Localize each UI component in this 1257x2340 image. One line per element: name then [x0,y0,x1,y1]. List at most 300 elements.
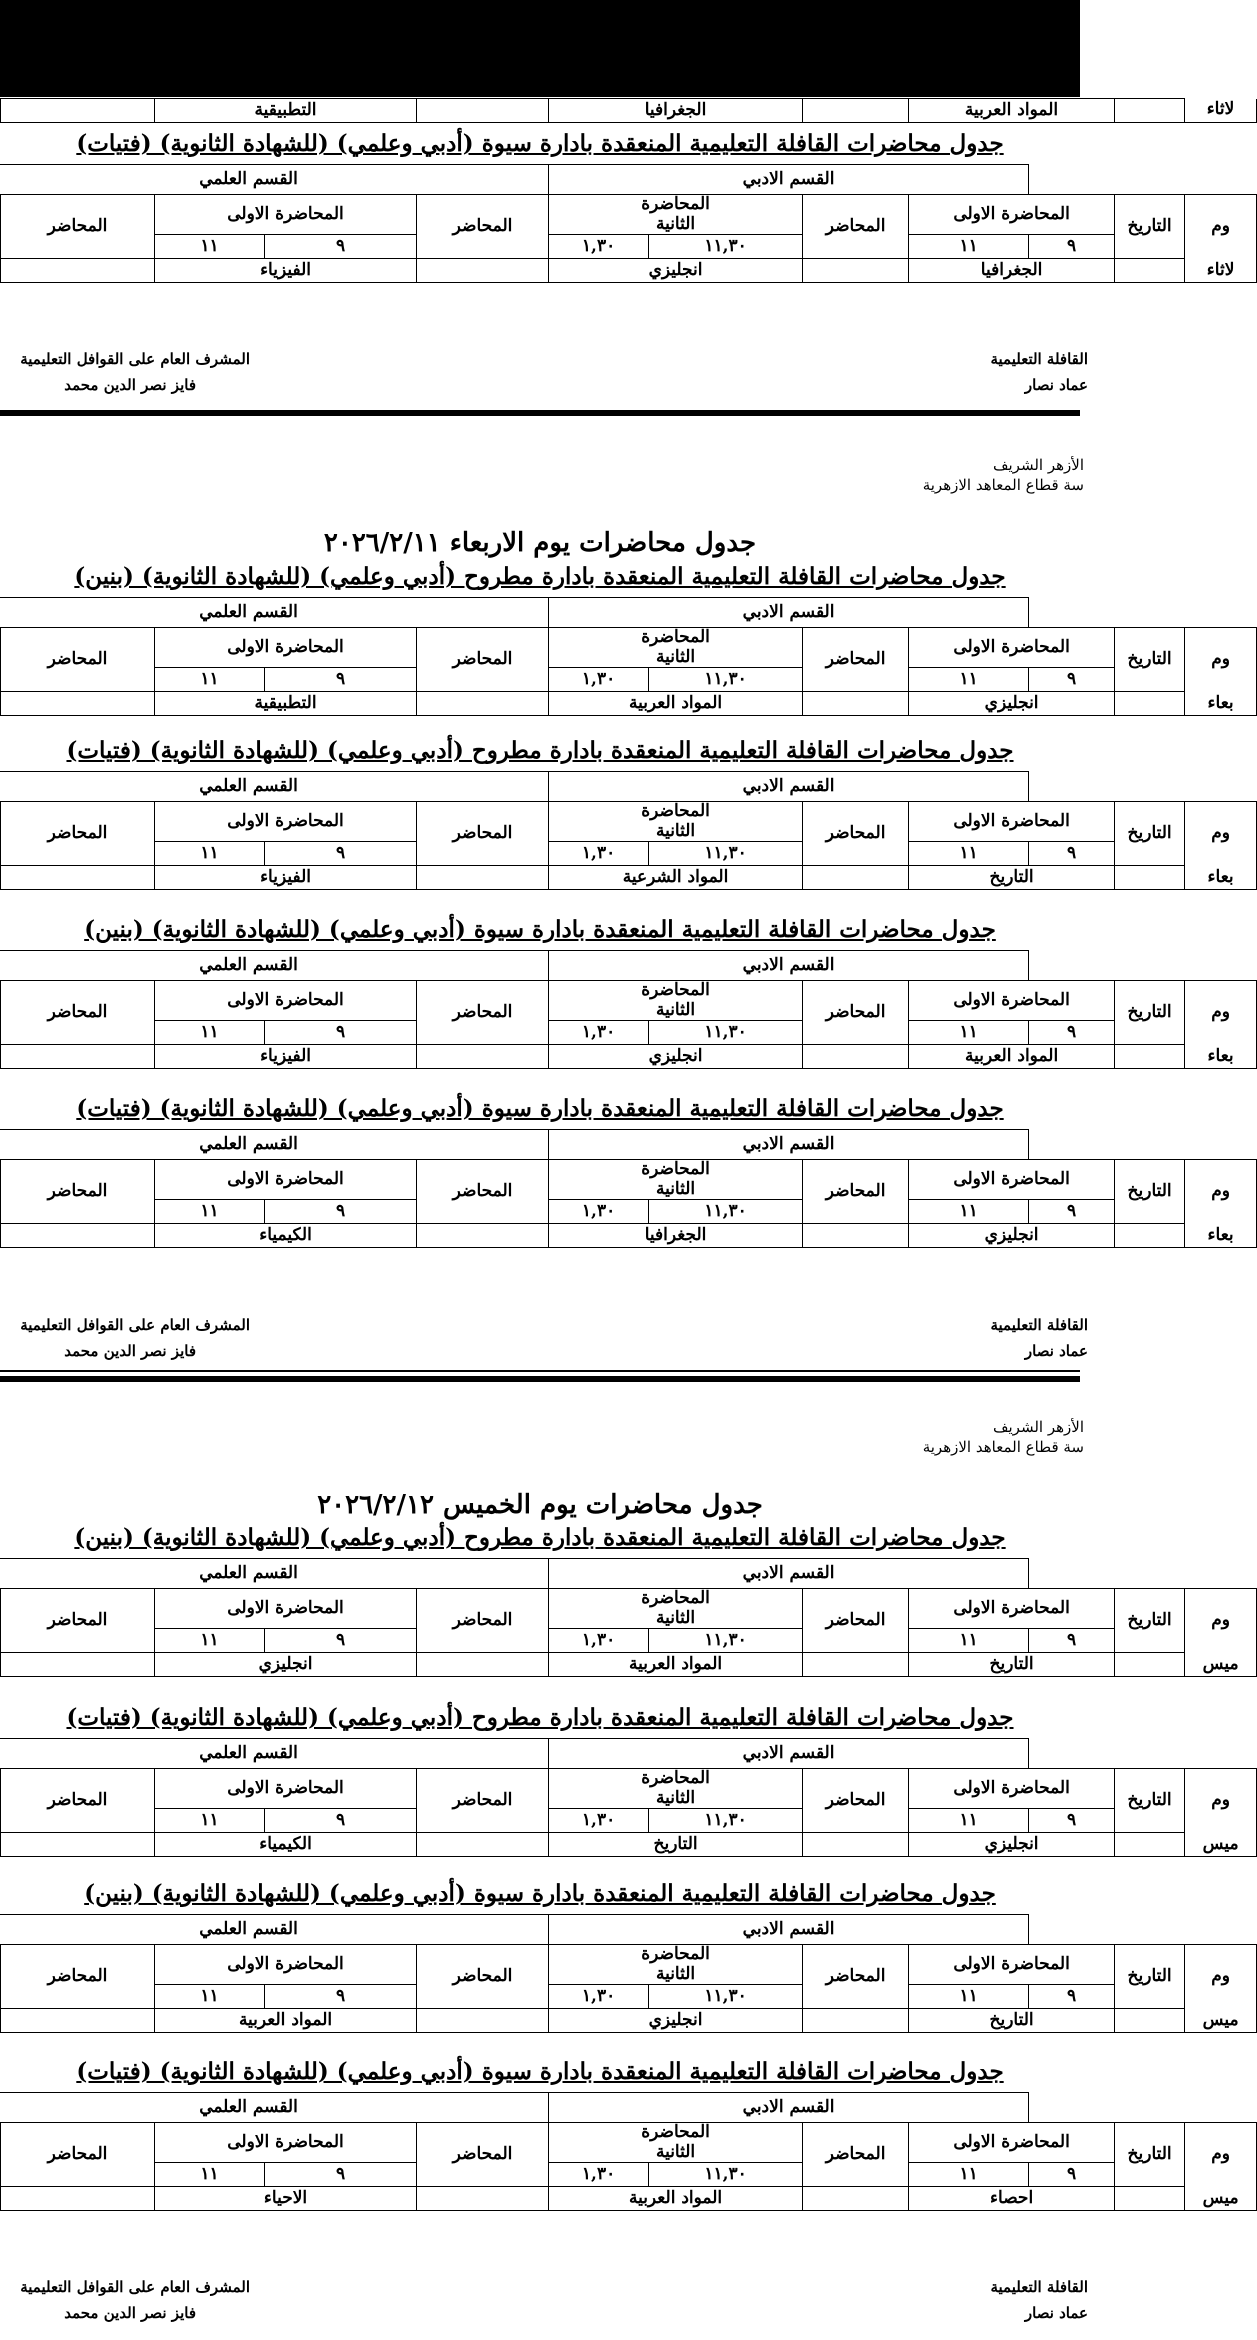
day-title: جدول محاضرات يوم الخميس ٢٠٢٦/٢/١٢ [317,1490,763,1520]
time-cell: ١١ [155,1985,265,2009]
subject-cell: الجغرافيا [549,1224,803,1248]
time-cell: ١١ [155,1809,265,1833]
time-cell: ٩ [1029,668,1115,692]
time-cell: ١١,٣٠ [649,842,803,866]
lecturer-cell [417,2009,549,2033]
lecture-2-line-a: المحاضرة [641,801,710,821]
lecture-1-header: المحاضرة الاولى [155,628,417,668]
time-cell [0,1629,1,1653]
table-cell [1029,2093,1257,2123]
lecturer-header: المحاضر [417,1945,549,2009]
lecture-2-header [0,195,1,235]
day-cell: ميس [1185,2009,1257,2033]
schedule-table [0,771,1257,890]
date-header: التاريخ [1115,981,1185,1045]
subject-cell: الكيمياء [155,1833,417,1857]
time-cell: ١١ [909,1021,1029,1045]
subject-cell: التطبيقية [155,692,417,716]
subject-cell: انجليزي [549,259,803,283]
lecture-2-header [549,981,803,1021]
table-title: جدول محاضرات القافلة التعليمية المنعقدة بادارة مطروح (أدبي وعلمي) (للشهادة الثانوية) (فتيات) [66,1704,1014,1731]
lecture-2-header [549,628,803,668]
literary-section-header: القسم الادبي [549,772,1029,802]
table-cell [1029,1130,1257,1160]
time-cell: ٩ [265,668,417,692]
lecture-1-header: المحاضرة الاولى [909,802,1115,842]
time-cell: ١١ [155,1200,265,1224]
day-cell: بعاء [1185,692,1257,716]
lecture-1-header: المحاضرة الاولى [909,2123,1115,2163]
table-title: جدول محاضرات القافلة التعليمية المنعقدة بادارة مطروح (أدبي وعلمي) (للشهادة الثانوية) (فتيات) [66,737,1014,764]
lecture-2-header [0,981,1,1021]
lecture-2-header [0,628,1,668]
time-cell: ٩ [265,1021,417,1045]
subject-cell [0,1045,1,1069]
day-cell: لاثاء [1185,99,1257,123]
lecture-1-header: المحاضرة الاولى [155,802,417,842]
page-separator [0,1376,1080,1382]
time-cell: ٩ [1029,1985,1115,2009]
time-cell: ١١,٣٠ [649,2163,803,2187]
lecturer-cell [1,692,155,716]
table-title: جدول محاضرات القافلة التعليمية المنعقدة بادارة سيوة (أدبي وعلمي) (للشهادة الثانوية) (بنين) [84,916,996,943]
lecturer-header: المحاضر [417,195,549,259]
time-cell: ١١,٣٠ [649,1200,803,1224]
caravan-name: عماد نصار [1024,376,1088,394]
literary-section-header: القسم الادبي [549,2093,1029,2123]
scientific-section-header: القسم العلمي [0,951,549,981]
literary-section-header: القسم الادبي [549,1739,1029,1769]
lecture-2-header [0,1160,1,1200]
subject-cell: المواد العربية [549,1653,803,1677]
subject-cell: المواد الشرعية [549,866,803,890]
institution-line-2: سة قطاع المعاهد الازهرية [922,1438,1084,1456]
lecturer-cell [803,2187,909,2211]
table-cell [1029,1739,1257,1769]
lecturer-header: المحاضر [803,628,909,692]
date-header: التاريخ [1115,195,1185,259]
time-cell: ٩ [1029,235,1115,259]
date-cell [1115,1224,1185,1248]
time-cell: ١١ [909,1629,1029,1653]
schedule-table [0,1129,1257,1248]
subject-cell: انجليزي [549,2009,803,2033]
lecturer-header: المحاضر [803,1589,909,1653]
subject-cell: الجغرافيا [909,259,1115,283]
day-cell: لاثاء [1185,259,1257,283]
subject-cell: المواد العربية [549,692,803,716]
day-cell: بعاء [1185,1045,1257,1069]
lecturer-cell [803,1045,909,1069]
day-header: وم [1185,981,1257,1045]
lecture-2-line-a: المحاضرة [641,194,710,214]
table-cell [1029,165,1257,195]
scientific-section-header: القسم العلمي [0,598,549,628]
literary-section-header: القسم الادبي [549,1559,1029,1589]
date-cell [1115,2009,1185,2033]
lecture-2-header [549,1160,803,1200]
date-header: التاريخ [1115,802,1185,866]
time-cell [0,1985,1,2009]
supervisor-title: المشرف العام على القوافل التعليمية [20,350,250,368]
scientific-section-header: القسم العلمي [0,2093,549,2123]
lecturer-header: المحاضر [1,1160,155,1224]
lecturer-header: المحاضر [417,981,549,1045]
lecturer-header: المحاضر [417,1769,549,1833]
lecture-2-header [0,1769,1,1809]
literary-section-header: القسم الادبي [549,1130,1029,1160]
scientific-section-header: القسم العلمي [0,1559,549,1589]
date-cell [1115,866,1185,890]
date-header: التاريخ [1115,1589,1185,1653]
lecture-2-line-a: المحاضرة [641,1944,710,1964]
subject-cell: التاريخ [909,866,1115,890]
schedule-table [0,2092,1257,2211]
time-cell: ١١,٣٠ [649,1985,803,2009]
time-cell: ١,٣٠ [549,1629,649,1653]
date-header: التاريخ [1115,1160,1185,1224]
lecture-2-header [549,1769,803,1809]
time-cell: ١١ [155,668,265,692]
subject-cell [0,1653,1,1677]
lecture-2-header [0,1589,1,1629]
lecturer-header: المحاضر [803,802,909,866]
lecture-2-header [549,1945,803,1985]
lecture-2-line-a: المحاضرة [641,627,710,647]
status-bar [0,0,1080,97]
lecturer-header: المحاضر [1,2123,155,2187]
subject-cell: التاريخ [549,1833,803,1857]
lecture-2-line-b: الثانية [655,1607,696,1628]
lecture-2-line-b: الثانية [655,1787,696,1808]
lecture-2-line-b: الثانية [655,2141,696,2162]
subject-cell: المواد العربية [909,1045,1115,1069]
lecturer-cell [1,1224,155,1248]
time-cell: ١,٣٠ [549,1985,649,2009]
subject-cell: الجغرافيا [549,99,803,123]
lecturer-cell [417,2187,549,2211]
lecturer-cell [1,1833,155,1857]
table-cell [1029,1559,1257,1589]
time-cell: ٩ [265,1629,417,1653]
date-header: التاريخ [1115,1769,1185,1833]
table-title: جدول محاضرات القافلة التعليمية المنعقدة بادارة سيوة (أدبي وعلمي) (للشهادة الثانوية) (فتيات) [76,1095,1004,1122]
subject-cell: المواد العربية [549,2187,803,2211]
lecturer-header: المحاضر [1,195,155,259]
schedule-table [0,597,1257,716]
lecturer-header: المحاضر [417,628,549,692]
date-cell [1115,99,1185,123]
lecture-2-line-b: الثانية [655,1963,696,1984]
lecture-2-line-b: الثانية [655,820,696,841]
scientific-section-header: القسم العلمي [0,1130,549,1160]
date-header: التاريخ [1115,2123,1185,2187]
lecture-1-header: المحاضرة الاولى [155,195,417,235]
time-cell [0,1200,1,1224]
lecturer-cell [1,866,155,890]
lecturer-header: المحاضر [803,1160,909,1224]
scientific-section-header: القسم العلمي [0,772,549,802]
date-cell [1115,1833,1185,1857]
lecture-2-header [0,2123,1,2163]
table-title: جدول محاضرات القافلة التعليمية المنعقدة بادارة سيوة (أدبي وعلمي) (للشهادة الثانوية) (فتيات) [76,130,1004,157]
time-cell: ١١ [155,2163,265,2187]
literary-section-header: القسم الادبي [549,951,1029,981]
lecturer-cell [417,866,549,890]
lecturer-header: المحاضر [803,1945,909,2009]
time-cell: ١١ [155,1021,265,1045]
time-cell [0,668,1,692]
lecture-2-header [549,1589,803,1629]
lecturer-header: المحاضر [803,195,909,259]
literary-section-header: القسم الادبي [549,1915,1029,1945]
time-cell [0,1021,1,1045]
day-header: وم [1185,1589,1257,1653]
time-cell: ٩ [265,2163,417,2187]
table-cell [1029,598,1257,628]
date-header: التاريخ [1115,628,1185,692]
lecture-2-header [549,802,803,842]
subject-cell [0,1833,1,1857]
subject-cell: الفيزياء [155,866,417,890]
subject-cell: احصاء [909,2187,1115,2211]
page-separator [0,1370,1080,1372]
schedule-table [0,1558,1257,1677]
schedule-table [0,1738,1257,1857]
lecturer-header: المحاضر [803,981,909,1045]
date-cell [1115,1045,1185,1069]
day-header: وم [1185,628,1257,692]
table-title: جدول محاضرات القافلة التعليمية المنعقدة بادارة سيوة (أدبي وعلمي) (للشهادة الثانوية) (بنين) [84,1880,996,1907]
lecturer-cell [417,259,549,283]
lecturer-cell [803,1833,909,1857]
subject-cell: الاحياء [155,2187,417,2211]
supervisor-name: فايز نصر الدين محمد [64,1342,196,1360]
date-header: التاريخ [1115,1945,1185,2009]
lecturer-cell [417,99,549,123]
lecture-2-line-a: المحاضرة [641,1588,710,1608]
time-cell: ١,٣٠ [549,235,649,259]
table-title: جدول محاضرات القافلة التعليمية المنعقدة بادارة مطروح (أدبي وعلمي) (للشهادة الثانوية) (بنين) [74,563,1006,590]
time-cell: ١١ [909,842,1029,866]
subject-cell [0,259,1,283]
time-cell: ١١ [909,1809,1029,1833]
table-title: جدول محاضرات القافلة التعليمية المنعقدة بادارة مطروح (أدبي وعلمي) (للشهادة الثانوية) (بنين) [74,1524,1006,1551]
lecturer-cell [417,1653,549,1677]
scientific-section-header: القسم العلمي [0,1739,549,1769]
time-cell: ٩ [265,1200,417,1224]
lecturer-cell [1,2009,155,2033]
lecture-2-header [0,1945,1,1985]
lecturer-header: المحاضر [417,802,549,866]
day-header: وم [1185,1945,1257,2009]
lecture-2-header [0,802,1,842]
lecture-2-header [549,2123,803,2163]
subject-cell: انجليزي [909,1224,1115,1248]
scientific-section-header: القسم العلمي [0,165,549,195]
subject-cell: انجليزي [909,692,1115,716]
date-cell [1115,692,1185,716]
subject-cell [0,866,1,890]
time-cell [0,842,1,866]
day-header: وم [1185,802,1257,866]
schedule-table [0,950,1257,1069]
lecturer-cell [803,866,909,890]
lecture-2-line-a: المحاضرة [641,980,710,1000]
date-cell [1115,259,1185,283]
time-cell: ١١ [909,668,1029,692]
time-cell: ١١,٣٠ [649,235,803,259]
day-cell: بعاء [1185,866,1257,890]
lecturer-cell [417,1045,549,1069]
page-separator [0,410,1080,416]
literary-section-header: القسم الادبي [549,165,1029,195]
subject-cell: المواد العربية [909,99,1115,123]
time-cell: ٩ [265,1985,417,2009]
time-cell: ١١ [909,2163,1029,2187]
lecture-1-header: المحاضرة الاولى [155,1769,417,1809]
lecturer-header: المحاضر [1,1589,155,1653]
time-cell: ٩ [265,235,417,259]
time-cell: ١١ [909,1985,1029,2009]
table-cell [1029,772,1257,802]
table-title: جدول محاضرات القافلة التعليمية المنعقدة بادارة سيوة (أدبي وعلمي) (للشهادة الثانوية) (فتيات) [76,2058,1004,2085]
subject-cell: الفيزياء [155,259,417,283]
lecture-1-header: المحاضرة الاولى [155,1945,417,1985]
subject-cell [0,2187,1,2211]
lecturer-cell [803,1224,909,1248]
time-cell: ٩ [1029,842,1115,866]
lecturer-cell [1,99,155,123]
subject-cell: الكيمياء [155,1224,417,1248]
lecturer-header: المحاضر [1,981,155,1045]
time-cell [0,2163,1,2187]
lecturer-cell [417,1224,549,1248]
lecturer-cell [1,1653,155,1677]
lecturer-header: المحاضر [417,2123,549,2187]
lecture-1-header: المحاضرة الاولى [909,1945,1115,1985]
lecture-2-header [549,195,803,235]
time-cell: ٩ [265,1809,417,1833]
table-cell [1029,1915,1257,1945]
caravan-title: القافلة التعليمية [990,350,1088,368]
time-cell: ١١,٣٠ [649,668,803,692]
lecturer-header: المحاضر [417,1160,549,1224]
time-cell: ١,٣٠ [549,1809,649,1833]
lecturer-cell [1,1045,155,1069]
subject-cell: انجليزي [549,1045,803,1069]
time-cell: ١,٣٠ [549,842,649,866]
supervisor-name: فايز نصر الدين محمد [64,2304,196,2322]
time-cell: ١١,٣٠ [649,1021,803,1045]
day-header: وم [1185,2123,1257,2187]
supervisor-name: فايز نصر الدين محمد [64,376,196,394]
institution-line-1: الأزهر الشريف [992,456,1084,474]
lecturer-cell [803,2009,909,2033]
subject-cell: انجليزي [155,1653,417,1677]
day-cell: ميس [1185,1833,1257,1857]
subject-cell: الفيزياء [155,1045,417,1069]
subject-cell [0,99,1,123]
lecturer-cell [1,2187,155,2211]
scientific-section-header: القسم العلمي [0,1915,549,1945]
time-cell: ١,٣٠ [549,1200,649,1224]
schedule-table [0,1914,1257,2033]
literary-section-header: القسم الادبي [549,598,1029,628]
time-cell: ٩ [1029,1629,1115,1653]
day-header: وم [1185,1769,1257,1833]
time-cell: ١,٣٠ [549,668,649,692]
time-cell: ٩ [1029,2163,1115,2187]
day-cell: ميس [1185,2187,1257,2211]
lecturer-header: المحاضر [417,1589,549,1653]
lecture-1-header: المحاضرة الاولى [155,2123,417,2163]
subject-cell [0,2009,1,2033]
subject-cell [0,692,1,716]
lecturer-cell [803,99,909,123]
lecture-2-line-b: الثانية [655,999,696,1020]
schedule-table [0,164,1257,283]
day-cell: بعاء [1185,1224,1257,1248]
subject-cell: التاريخ [909,1653,1115,1677]
time-cell: ١١,٣٠ [649,1809,803,1833]
time-cell: ١,٣٠ [549,2163,649,2187]
lecture-1-header: المحاضرة الاولى [909,1589,1115,1629]
time-cell: ١١ [909,1200,1029,1224]
date-cell [1115,2187,1185,2211]
time-cell: ١١,٣٠ [649,1629,803,1653]
lecturer-cell [417,1833,549,1857]
institution-line-2: سة قطاع المعاهد الازهرية [922,476,1084,494]
caravan-title: القافلة التعليمية [990,2278,1088,2296]
lecture-2-line-b: الثانية [655,1178,696,1199]
day-header: وم [1185,1160,1257,1224]
lecturer-cell [803,1653,909,1677]
time-cell: ١١ [155,1629,265,1653]
subject-cell: انجليزي [909,1833,1115,1857]
lecturer-cell [1,259,155,283]
time-cell [0,235,1,259]
subject-cell: التطبيقية [155,99,417,123]
table-cell [1029,951,1257,981]
lecturer-header: المحاضر [1,1769,155,1833]
lecture-2-line-b: الثانية [655,213,696,234]
caravan-name: عماد نصار [1024,2304,1088,2322]
lecture-2-line-a: المحاضرة [641,1159,710,1179]
caravan-name: عماد نصار [1024,1342,1088,1360]
time-cell: ١١ [155,235,265,259]
lecture-1-header: المحاضرة الاولى [909,1160,1115,1200]
date-cell [1115,1653,1185,1677]
lecture-2-line-b: الثانية [655,646,696,667]
lecturer-header: المحاضر [1,628,155,692]
institution-line-1: الأزهر الشريف [992,1418,1084,1436]
lecturer-header: المحاضر [803,2123,909,2187]
time-cell: ١١ [909,235,1029,259]
subject-cell: التاريخ [909,2009,1115,2033]
lecture-2-line-a: المحاضرة [641,2122,710,2142]
supervisor-title: المشرف العام على القوافل التعليمية [20,1316,250,1334]
lecture-1-header: المحاضرة الاولى [909,981,1115,1021]
lecturer-cell [803,692,909,716]
lecture-2-line-a: المحاضرة [641,1768,710,1788]
time-cell: ٩ [1029,1809,1115,1833]
lecture-1-header: المحاضرة الاولى [909,1769,1115,1809]
time-cell: ١,٣٠ [549,1021,649,1045]
lecture-1-header: المحاضرة الاولى [909,628,1115,668]
subject-cell [0,1224,1,1248]
lecturer-header: المحاضر [1,802,155,866]
